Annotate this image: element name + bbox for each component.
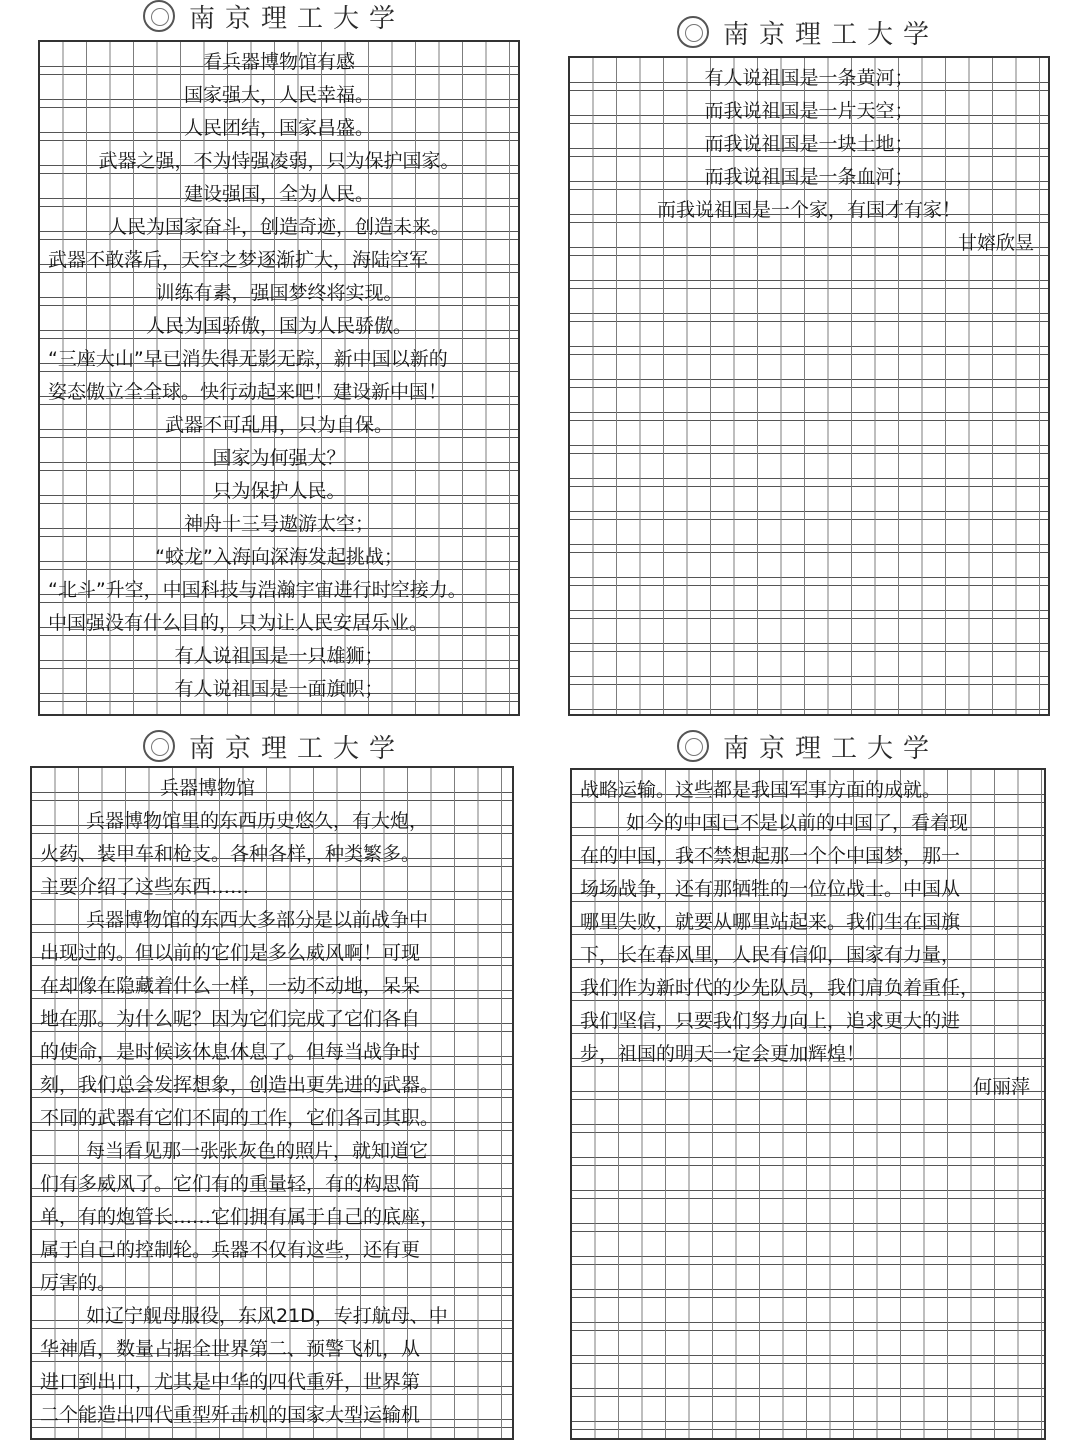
text-line: 每当看见那一张张灰色的照片，就知道它	[86, 1140, 429, 1162]
text-line: 如辽宁舰母服役，东风21D，专打航母、中	[86, 1305, 448, 1327]
text-line: 人民为国骄傲，国为人民骄傲。	[145, 315, 412, 337]
university-name: 南京理工大学	[722, 733, 939, 764]
text-line: 只为保护人民。	[212, 480, 346, 502]
text-line: 们有多威风了。它们有的重量轻，有的构思简	[40, 1173, 421, 1195]
text-line: 训练有素，强国梦终将实现。	[155, 282, 403, 304]
text-line: “蛟龙”入海向深海发起挑战；	[155, 546, 403, 568]
text-line: 有人说祖国是一只雄狮；	[174, 645, 384, 667]
text-line: 场场战争，还有那牺牲的一位位战士。中国从	[580, 878, 961, 900]
text-line: 地在那。为什么呢？因为它们完成了它们各自	[40, 1008, 421, 1030]
text-line: 厉害的。	[40, 1272, 117, 1294]
text-line: 哪里失败，就要从哪里站起来。我们生在国旗	[580, 911, 961, 933]
text-line: 人民团结，国家昌盛。	[183, 117, 374, 139]
university-seal-icon	[677, 730, 709, 762]
author-signature: 何丽萍	[972, 1076, 1030, 1098]
manuscript-grid	[38, 40, 520, 716]
text-line: 我们坚信，只要我们努力向上，追求更大的进	[580, 1010, 961, 1032]
text-line: 人民为国家奋斗，创造奇迹，创造未来。	[107, 216, 450, 238]
text-line: 兵器博物馆的东西大多部分是以前战争中	[86, 909, 429, 931]
essay-page-3	[22, 724, 526, 1440]
essay-page-1	[22, 0, 526, 716]
university-name: 南京理工大学	[722, 19, 939, 50]
university-name: 南京理工大学	[188, 3, 405, 34]
text-line: 步，祖国的明天一定会更加辉煌！	[580, 1043, 866, 1065]
text-line: 而我说祖国是一条血河；	[704, 166, 914, 188]
text-line: 国家为何强大？	[212, 447, 346, 469]
university-seal-icon	[143, 0, 175, 32]
text-line: 战略运输。这些都是我国军事方面的成就。	[580, 779, 942, 801]
essay-title: 看兵器博物馆有感	[202, 51, 355, 73]
essay-title: 兵器博物馆	[160, 777, 256, 799]
author-signature: 甘嫆欣昱	[957, 232, 1034, 254]
text-line: 出现过的。但以前的它们是多么威风啊！可现	[40, 942, 421, 964]
university-name: 南京理工大学	[188, 733, 405, 764]
page-header	[556, 10, 1060, 54]
text-line: 下，长在春风里，人民有信仰，国家有力量，	[580, 944, 961, 966]
text-line: 进口到出口，尤其是中华的四代重歼，世界第	[40, 1371, 421, 1393]
essay-page-2	[556, 0, 1060, 716]
text-line: 武器不可乱用，只为自保。	[164, 414, 393, 436]
text-line: 姿态傲立全全球。快行动起来吧！建设新中国！	[48, 381, 448, 403]
university-seal-icon	[143, 730, 175, 762]
manuscript-grid	[570, 768, 1046, 1440]
text-line: 如今的中国已不是以前的中国了，看着现	[626, 812, 969, 834]
text-line: 在的中国，我不禁想起那一个个中国梦，那一	[580, 845, 961, 867]
university-seal-icon	[677, 16, 709, 48]
text-line: 武器之强，不为恃强凌弱，只为保护国家。	[98, 150, 460, 172]
text-line: 神舟十三号遨游太空；	[183, 513, 374, 535]
text-line: 国家强大，人民幸福。	[183, 84, 374, 106]
text-line: 武器不敢落后，天空之梦逐渐扩大，海陆空军	[48, 249, 429, 271]
text-line: 兵器博物馆里的东西历史悠久，有大炮，	[86, 810, 429, 832]
text-line: “三座大山”早已消失得无影无踪，新中国以新的	[48, 348, 448, 370]
manuscript-grid	[568, 56, 1050, 716]
text-line: 而我说祖国是一片天空；	[704, 100, 914, 122]
text-line: 单，有的炮管长……它们拥有属于自己的底座，	[40, 1206, 440, 1228]
text-line: 不同的武器有它们不同的工作，它们各司其职。	[40, 1107, 440, 1129]
text-line: 在却像在隐藏着什么一样，一动不动地，呆呆	[40, 975, 421, 997]
text-line: 华神盾，数量占据全世界第二、预警飞机，从	[40, 1338, 421, 1360]
manuscript-grid	[30, 766, 514, 1440]
text-line: 我们作为新时代的少先队员，我们肩负着重任，	[580, 977, 980, 999]
page-header	[556, 724, 1060, 768]
text-line: 有人说祖国是一面旗帜；	[174, 678, 384, 700]
text-line: “北斗”升空，中国科技与浩瀚宇宙进行时空接力。	[48, 579, 467, 601]
text-line: 火药、装甲车和枪支。各种各样，种类繁多。	[40, 843, 421, 865]
text-line: 中国强没有什么目的，只为让人民安居乐业。	[48, 612, 429, 634]
text-line: 建设强国，全为人民。	[183, 183, 374, 205]
page-header	[22, 724, 526, 768]
text-line: 二个能造出四代重型歼击机的国家大型运输机	[40, 1404, 421, 1426]
text-line: 属于自己的控制轮。兵器不仅有这些，还有更	[40, 1239, 421, 1261]
text-line: 的使命，是时候该休息休息了。但每当战争时	[40, 1041, 421, 1063]
essay-page-4	[556, 724, 1060, 1440]
text-line: 而我说祖国是一块土地；	[704, 133, 914, 155]
text-line: 有人说祖国是一条黄河；	[704, 67, 914, 89]
text-line: 而我说祖国是一个家，有国才有家！	[656, 199, 961, 221]
text-line: 主要介绍了这些东西……	[40, 876, 250, 898]
page-header	[22, 0, 526, 38]
text-line: 刻，我们总会发挥想象，创造出更先进的武器。	[40, 1074, 440, 1096]
